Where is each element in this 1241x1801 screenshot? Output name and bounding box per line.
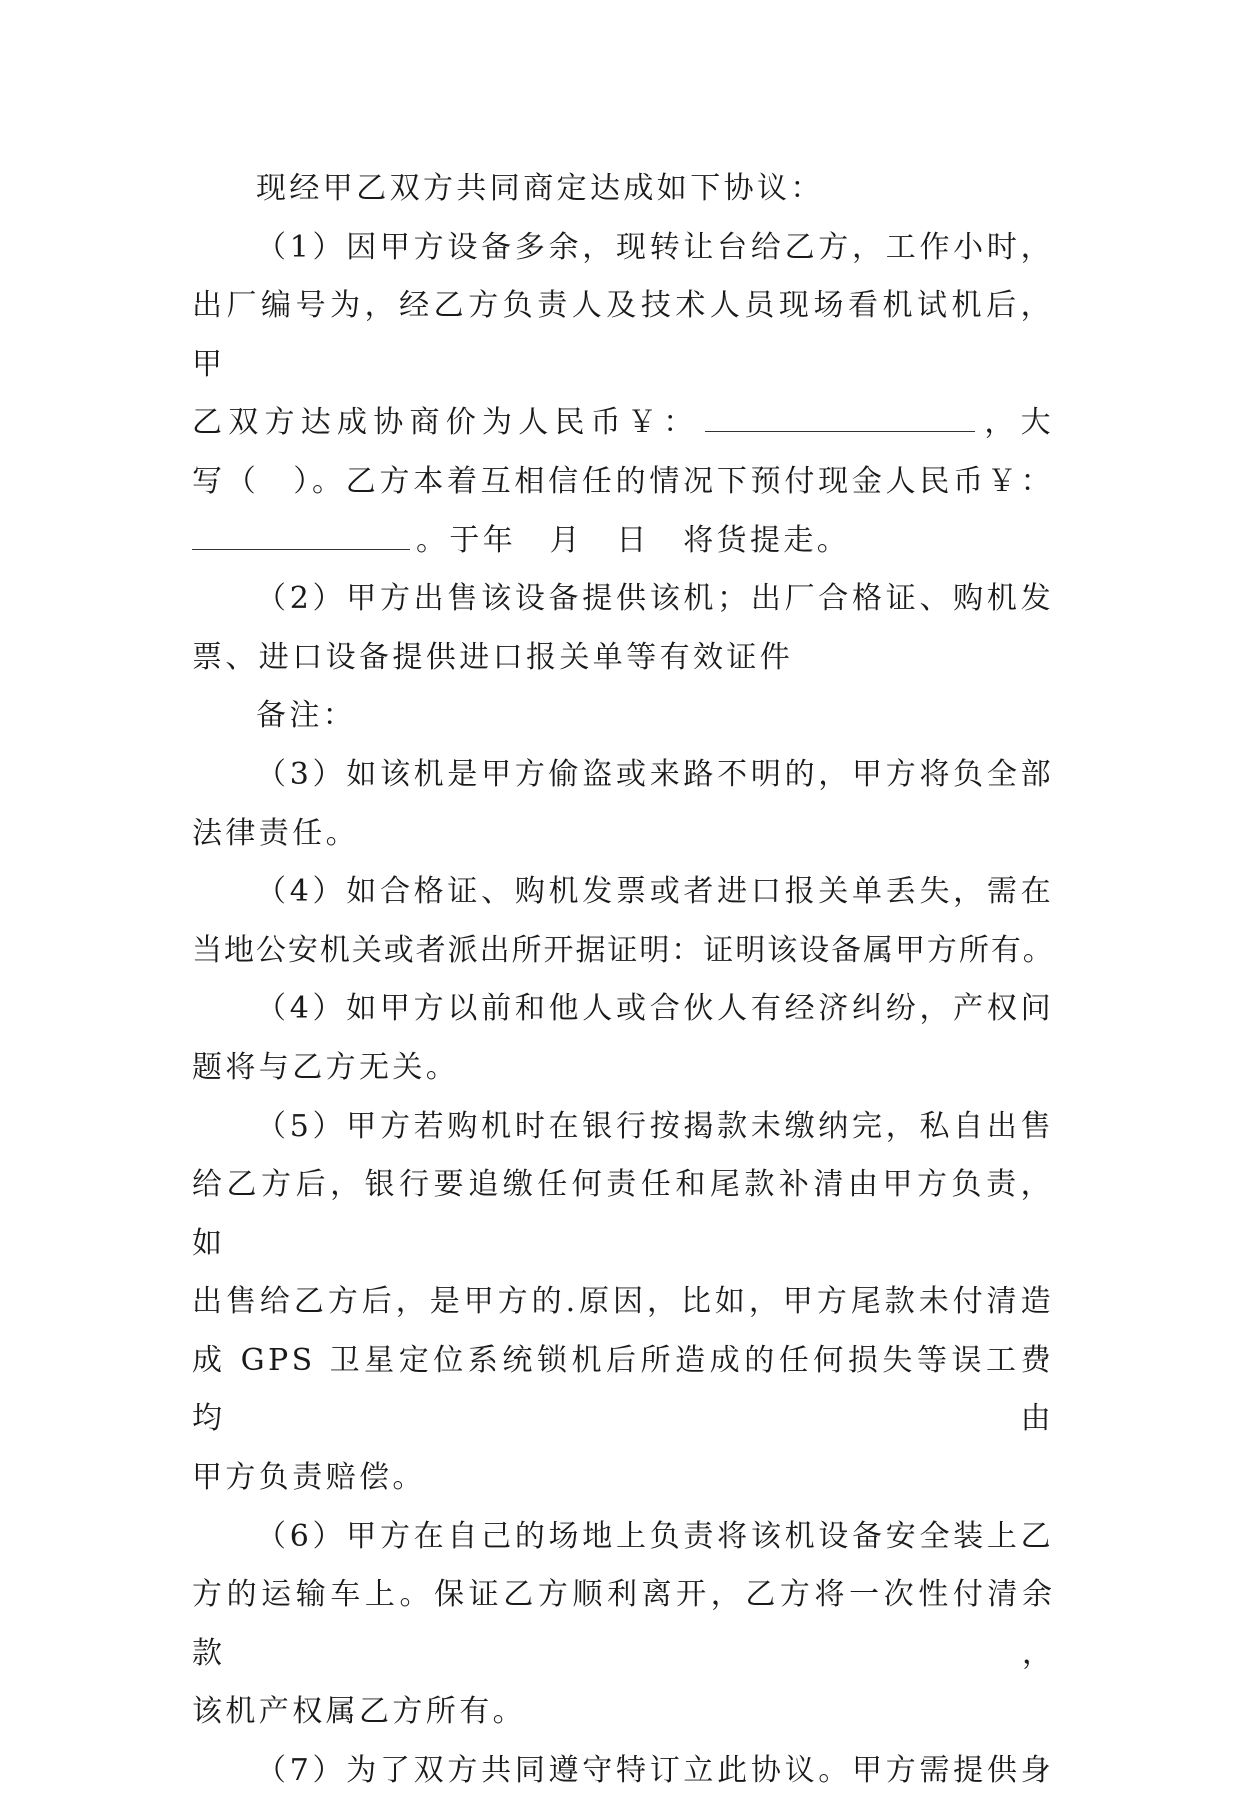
clause-4a-line-1: （4）如合格证、购机发票或者进口报关单丢失，需在 [256, 874, 1054, 910]
clause-2-line-1: （2）甲方出售该设备提供该机；出厂合格证、购机发 [256, 581, 1054, 617]
clause-1-paragraph [192, 219, 1054, 571]
clause-7-paragraph [192, 1742, 1054, 1801]
clause-5-paragraph [192, 1098, 1054, 1508]
intro-text: 现经甲乙双方共同商定达成如下协议： [256, 171, 824, 206]
clause-1-line-2: 出厂编号为，经乙方负责人及技术人员现场看机试机后，甲 [192, 288, 1054, 382]
clause-7-line-1: （7）为了双方共同遵守特订立此协议。甲方需提供身 [256, 1753, 1054, 1789]
clause-4b-line-1: （4）如甲方以前和他人或合伙人有经济纠纷，产权问 [256, 991, 1054, 1027]
note-paragraph [192, 687, 1054, 746]
pickup-date-text: 。于年 月 日 将货提走。 [416, 522, 851, 558]
clause-3-line-1: （3）如该机是甲方偷盗或来路不明的，甲方将负全部 [256, 756, 1054, 792]
price-blank [705, 401, 975, 432]
clause-1-line-3 [192, 394, 1054, 453]
clause-6-line-2: 方的运输车上。保证乙方顺利离开，乙方将一次性付清余款， [192, 1577, 1054, 1671]
clause-1-line-5 [192, 512, 1054, 571]
clause-5-line-5: 甲方负责赔偿。 [192, 1460, 426, 1496]
clause-3-paragraph [192, 746, 1054, 863]
price-suffix: ，大 [981, 405, 1054, 441]
prepay-blank [192, 519, 410, 550]
clause-2-paragraph [192, 570, 1054, 687]
clause-5-line-2: 给乙方后，银行要追缴任何责任和尾款补清由甲方负责，如 [192, 1167, 1054, 1261]
clause-1-line-4: 写（ ）。乙方本着互相信任的情况下预付现金人民币￥： [192, 463, 1054, 499]
clause-4a-paragraph [192, 863, 1054, 980]
clause-1-line-1: （1）因甲方设备多余，现转让台给乙方，工作小时， [256, 229, 1054, 265]
clause-3-line-2: 法律责任。 [192, 815, 359, 851]
clause-5-line-3: 出售给乙方后，是甲方的.原因，比如，甲方尾款未付清造 [192, 1284, 1054, 1320]
clause-6-paragraph [192, 1508, 1054, 1742]
document-page [192, 160, 1054, 1801]
clause-4a-line-2: 当地公安机关或者派出所开据证明：证明该设备属甲方所有。 [192, 932, 1054, 968]
intro-paragraph [192, 160, 1054, 219]
price-label: 乙双方达成协商价为人民币￥： [192, 405, 700, 441]
clause-5-line-1: （5）甲方若购机时在银行按揭款未缴纳完，私自出售 [256, 1108, 1054, 1144]
clause-4b-paragraph [192, 980, 1054, 1097]
note-label: 备注： [256, 698, 357, 734]
clause-4b-line-2: 题将与乙方无关。 [192, 1049, 460, 1085]
clause-5-line-4: 成 GPS 卫星定位系统锁机后所造成的任何损失等误工费均由 [192, 1342, 1054, 1437]
clause-6-line-1: （6）甲方在自己的场地上负责将该机设备安全装上乙 [256, 1518, 1054, 1554]
clause-2-line-2: 票、进口设备提供进口报关单等有效证件 [192, 639, 794, 675]
clause-6-line-3: 该机产权属乙方所有。 [192, 1694, 526, 1730]
